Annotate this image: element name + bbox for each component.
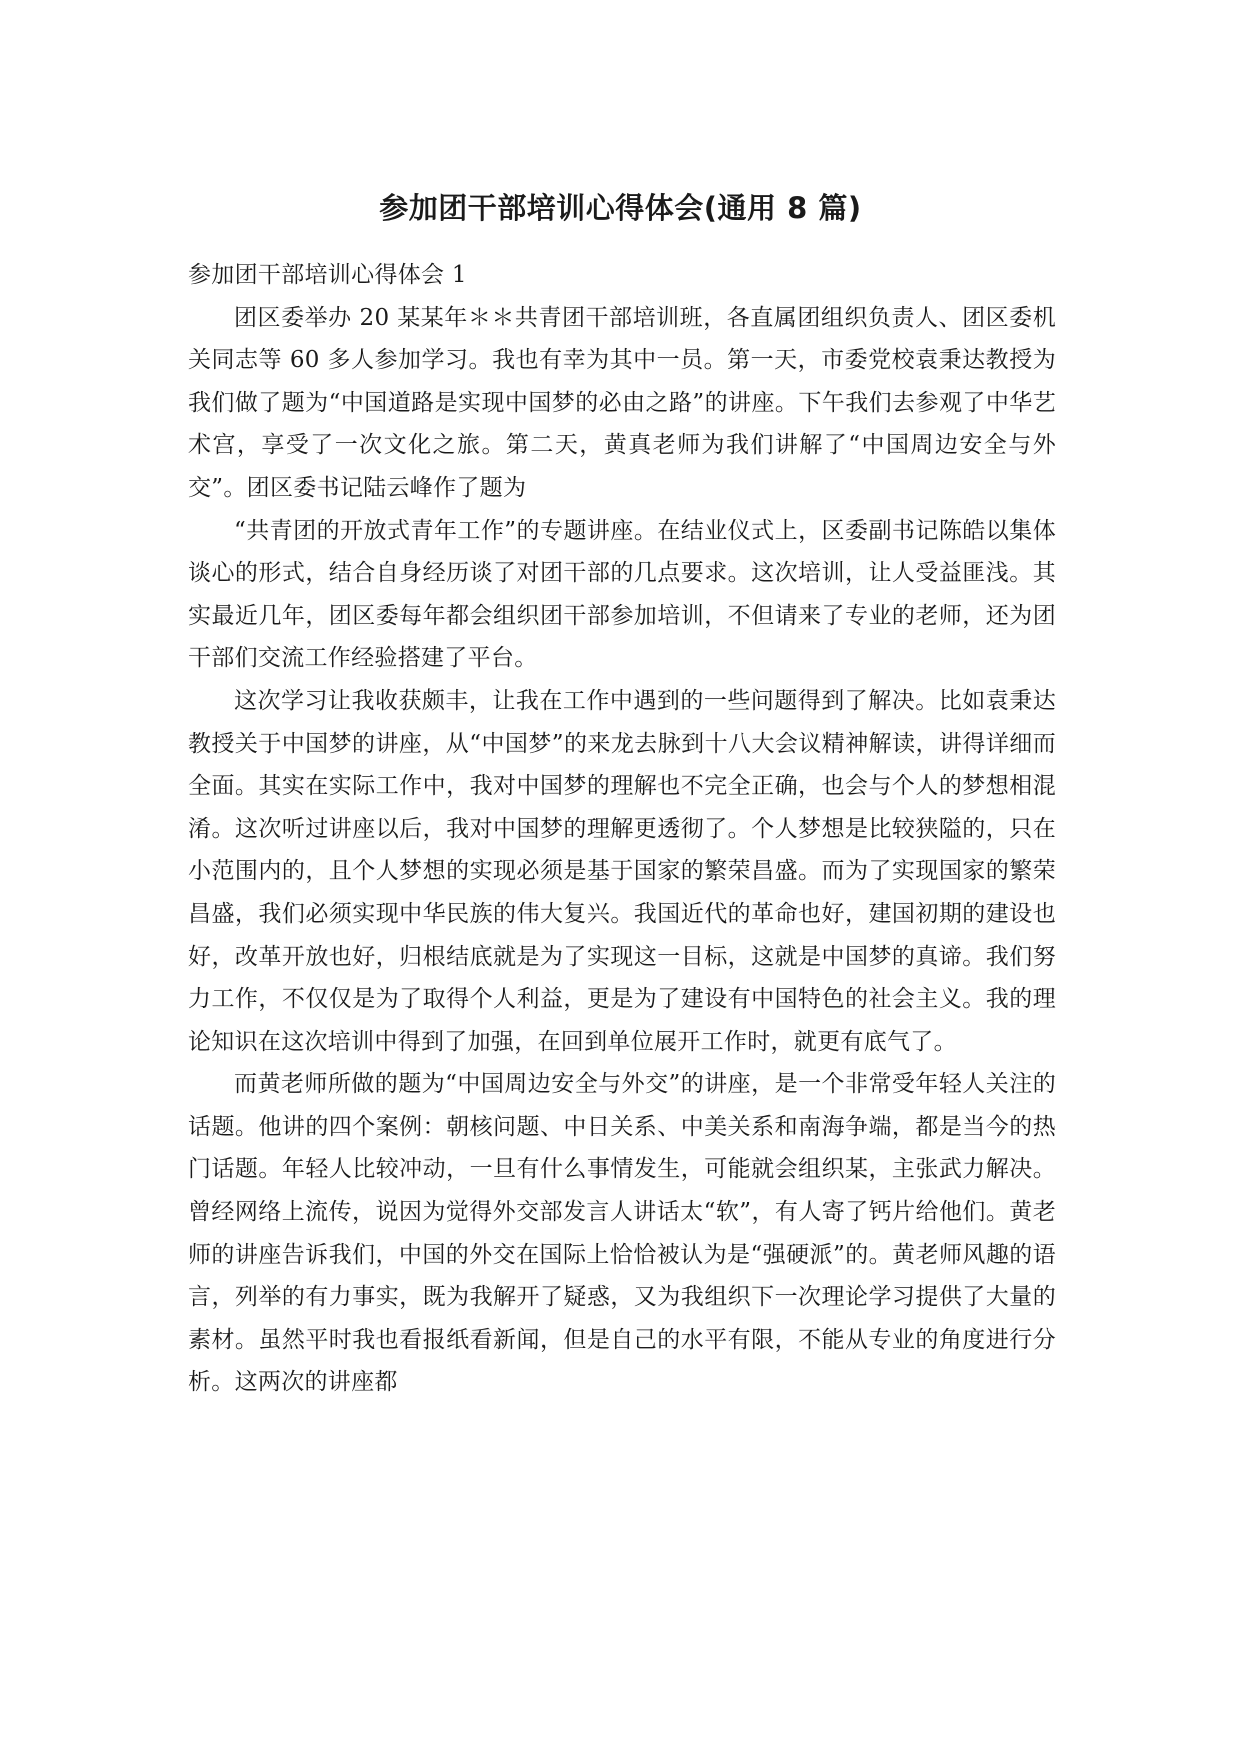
paragraph: 而黄老师所做的题为“中国周边安全与外交”的讲座，是一个非常受年轻人关注的话题。他讲的四个案例：朝核问题、中日关系、中美关系和南海争端，都是当今的热门话题。年轻人比较冲动，一旦有什么事情发生，可能就会组织某，主张武力解决。曾经网络上流传，说因为觉得外交部发言人讲话太“软”，有人寄了钙片给他们。黄老师的讲座告诉我们，中国的外交在国际上恰恰被认为是“强硬派”的。黄老师风趣的语言，列举的有力事实，既为我解开了疑惑，又为我组织下一次理论学习提供了大量的素材。虽然平时我也看报纸看新闻，但是自己的水平有限，不能从专业的角度进行分析。这两次的讲座都 (188, 1071, 1056, 1396)
paragraph: 这次学习让我收获颇丰，让我在工作中遇到的一些问题得到了解决。比如袁秉达教授关于中国梦的讲座，从“中国梦”的来龙去脉到十八大会议精神解读，讲得详细而全面。其实在实际工作中，我对中国梦的理解也不完全正确，也会与个人的梦想相混淆。这次听过讲座以后，我对中国梦的理解更透彻了。个人梦想是比较狭隘的，只在小范围内的，且个人梦想的实现必须是基于国家的繁荣昌盛。而为了实现国家的繁荣昌盛，我们必须实现中华民族的伟大复兴。我国近代的革命也好，建国初期的建设也好，改革开放也好，归根结底就是为了实现这一目标，这就是中国梦的真谛。我们努力工作，不仅仅是为了取得个人利益，更是为了建设有中国特色的社会主义。我的理论知识在这次培训中得到了加强，在回到单位展开工作时，就更有底气了。 (188, 687, 1056, 1055)
document-title: 参加团干部培训心得体会(通用 8 篇) (379, 191, 862, 225)
document-body (188, 254, 1056, 1404)
section-heading: 参加团干部培训心得体会 1 (188, 262, 467, 288)
paragraph: 团区委举办 20 某某年＊＊共青团干部培训班，各直属团组织负责人、团区委机关同志等 60 多人参加学习。我也有幸为其中一员。第一天，市委党校袁秉达教授为我们做了题为“中国道路是实现中国梦的必由之路”的讲座。下午我们去参观了中华艺术宫，享受了一次文化之旅。第二天，黄真老师为我们讲解了“中国周边安全与外交”。团区委书记陆云峰作了题为 (188, 304, 1056, 501)
paragraph: “共青团的开放式青年工作”的专题讲座。在结业仪式上，区委副书记陈皓以集体谈心的形式，结合自身经历谈了对团干部的几点要求。这次培训，让人受益匪浅。其实最近几年，团区委每年都会组织团干部参加培训，不但请来了专业的老师，还为团干部们交流工作经验搭建了平台。 (188, 517, 1056, 672)
